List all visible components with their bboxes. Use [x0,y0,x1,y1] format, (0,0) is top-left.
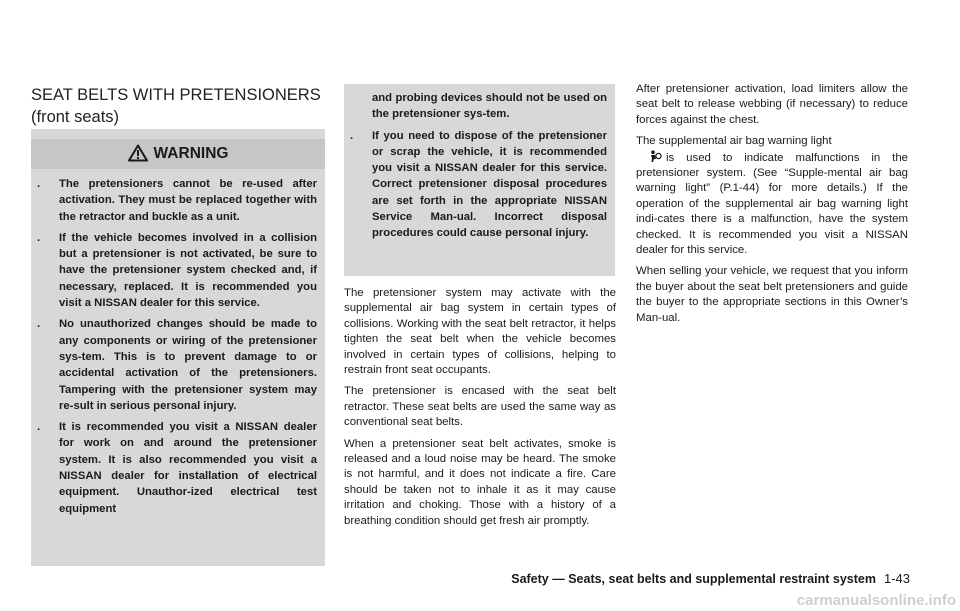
warning-box-continued [344,84,615,276]
section-title-line1: SEAT BELTS WITH PRETENSIONERS [31,86,321,104]
paragraph-airbag-light: The supplemental air bag warning light is used to indicate malfunctions in the pretensioner system. (See “Supple-mental air bag warning light” (P.1-44) for more details.) If the operation of the supplemental air bag warning light indi-cates there is a malfunction, have the system checked. It is recommended you visit a NISSAN dealer for this service. [636,135,908,257]
paragraph: After pretensioner activation, load limiters allow the seat belt to release webbing (if necessary) to reduce forces against the chest. [636,83,908,126]
warning-list [31,176,325,522]
paragraph: When selling your vehicle, we request that you inform the buyer about the seat belt pretensioners and guide the buyer to the appropriate sections in this Owner’s Man-ual. [636,265,908,324]
warning-item-continued: and probing devices should not be used on the pretensioner sys-tem. [372,92,607,121]
warning-item: . If you need to dispose of the pretensioner or scrap the vehicle, it is recommended you visit a NISSAN dealer for this service. Correct pretensioner disposal procedures are set forth in the appropriate NISSAN Service Man-ual. Incorrect disposal procedures could cause personal injury. [350,129,607,240]
bullet: . [37,318,41,331]
warning-heading [31,141,325,171]
warning-item: . The pretensioners cannot be re-used after activation. They must be replaced together with the retractor and buckle as a unit. [37,178,317,223]
page-number: 1-43 [883,571,910,586]
body-text-column-3 [636,82,908,332]
warning-box [31,129,325,566]
page-footer [470,571,910,586]
paragraph: The pretensioner is encased with the seat belt retractor. These seat belts are used the same way as conventional seat belts. [344,385,616,429]
warning-item: . If the vehicle becomes involved in a collision but a pretensioner is not activated, be sure to have the pretensioner system checked and, if necessary, replaced. It is recommended you visit a NISSAN dealer for this service. [37,231,317,310]
warning-item: . No unauthorized changes should be made to any components or wiring of the pretensioner sys-tem. This is to prevent damage to or accidental activation of the pretensioners. Tampering with the pretensioner system may re-sult in serious personal injury. [37,318,317,412]
warning-title: WARNING [153,145,229,162]
warning-item: . It is recommended you visit a NISSAN dealer for work on and around the pretensioner system. It is also recommended you visit a NISSAN dealer for installation of electrical equipment. Unauthor-ized electrical test equipment [37,421,317,515]
warning-triangle-icon [128,144,148,171]
paragraph: The pretensioner system may activate with the supplemental air bag system in certain types of collisions. Working with the seat belt retractor, it helps tighten the seat belt when the vehicle becomes involved in certain types of collisions, helping to restrain front seat occupants. [344,287,616,377]
bullet: . [37,178,41,190]
warning-list-continued [344,90,615,247]
airbag-warning-icon [648,150,662,163]
section-title-line2: (front seats) [31,108,120,126]
bullet: . [37,231,41,244]
section-title [31,84,331,128]
bullet: . [350,129,354,142]
paragraph: When a pretensioner seat belt activates, smoke is released and a loud noise may be heard. The smoke is not harmful, and it does not indicate a fire. Care should be taken not to inhale it as it may cause irritation and choking. Those with a history of a breathing condition should get fresh air promptly. [344,437,616,527]
body-text-column-2 [344,286,616,535]
watermark: carmanualsonline.info [796,592,956,609]
footer-section-title: Safety — Seats, seat belts and supplemental restraint system [511,572,876,586]
bullet: . [37,421,41,434]
